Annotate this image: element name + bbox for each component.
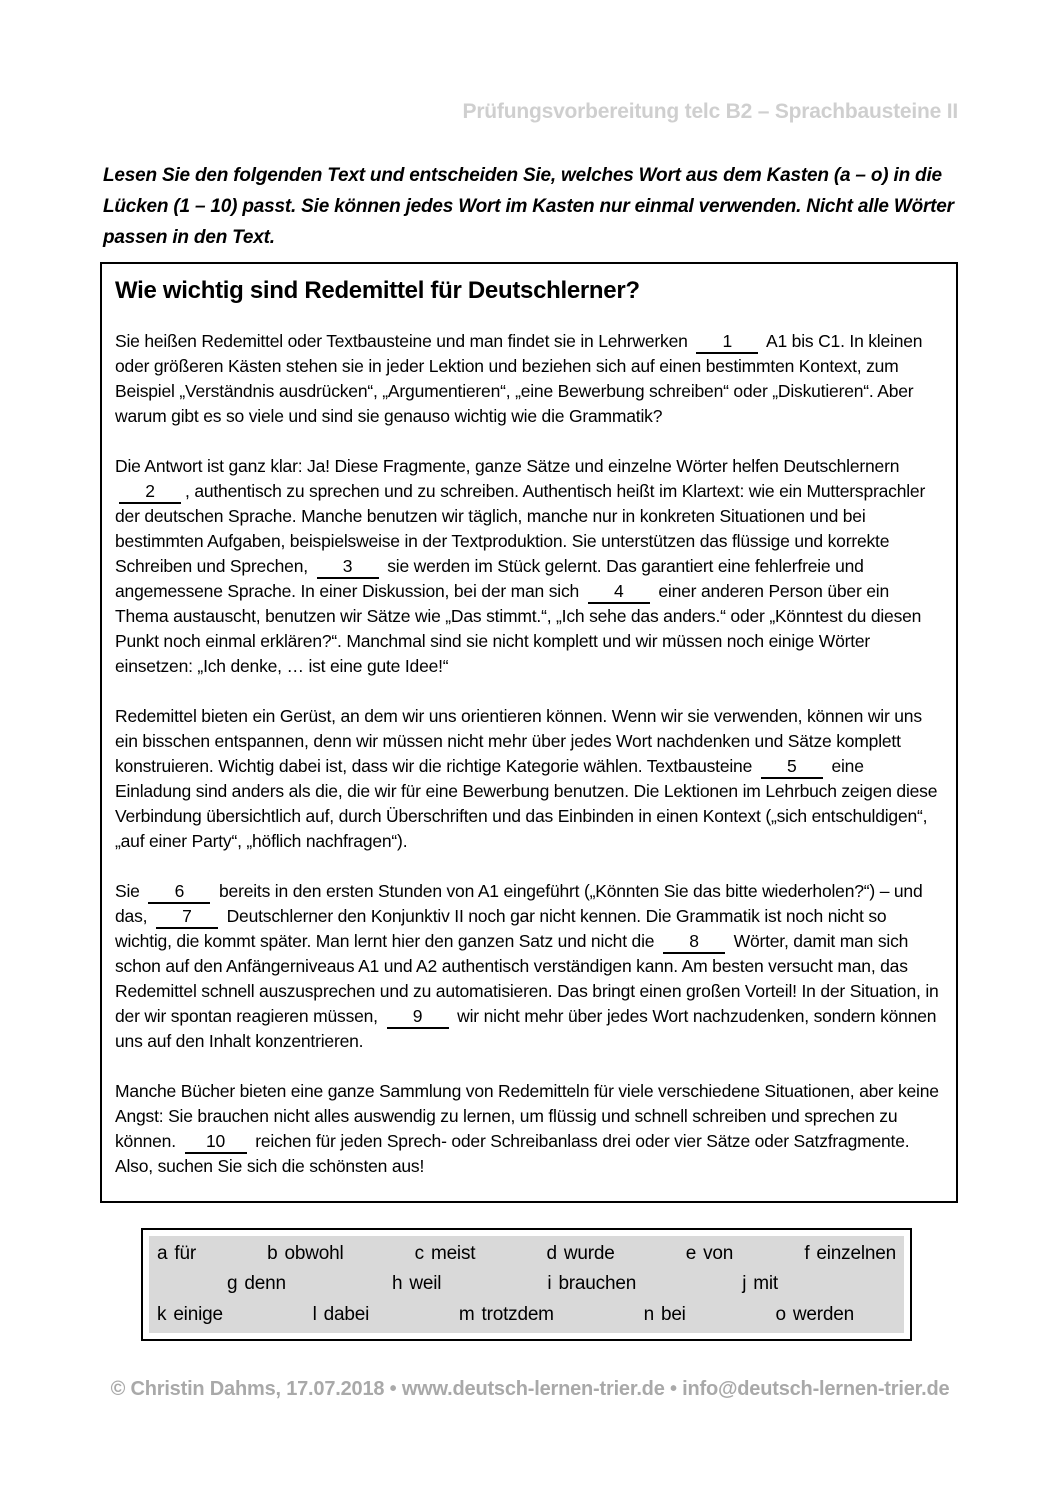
word-box-row [157,1243,896,1265]
text-run: einer anderen Person über ein Thema austauscht, benutzen wir Sätze wie „Das stimmt.“, „Ich sehe das anders.“ oder „Könntest du diesen Punkt noch einmal erklären?“. Manchmal sind sie nicht komplett und wir müssen noch einige Wörter einsetzen: „Ich denke, … ist eine gute Idee!“ [115,581,922,676]
word-option-m [459,1304,554,1326]
word-option-text: werden [792,1303,854,1325]
word-option-g [227,1273,286,1295]
word-option-text: für [174,1243,196,1265]
word-option-k [157,1304,223,1326]
word-option-letter: d [546,1243,557,1265]
word-option-a [157,1243,196,1265]
word-option-e [686,1243,733,1265]
word-option-text: von [703,1243,734,1265]
task-instructions: Lesen Sie den folgenden Text und entscheiden Sie, welches Wort aus dem Kasten (a – o) in die Lücken (1 – 10) passt. Sie können jedes Wort im Kasten nur einmal verwenden. Nicht alle Wörter passen in den Text. [103,165,954,248]
text-run: wir nicht mehr über jedes Wort nachzudenken, sondern können uns auf den Inhalt konzentrieren. [115,1006,937,1051]
word-option-letter: n [643,1303,654,1325]
word-option-i [547,1273,636,1295]
text-run: Manche Bücher bieten eine ganze Sammlung von Redemitteln für viele verschiedene Situationen, aber keine Angst: Sie brauchen nicht alles auswendig zu lernen, um flüssig und schnell schreiben und sprechen zu können. [115,1081,939,1151]
word-option-text: dabei [323,1303,370,1325]
gap-blank-3: 3 [317,557,379,579]
text-run: Wörter, damit man sich schon auf den Anfängerniveaus A1 und A2 authentisch verständigen kann. Am besten versucht man, das Redemittel schnell auszusprechen und zu automatisieren. Das bringt einen großen Vorteil! In der Situation, in der wir spontan reagieren müssen, [115,931,939,1026]
word-option-letter: l [312,1303,317,1325]
document-footer: © Christin Dahms, 17.07.2018 • www.deutsch-lernen-trier.de • info@deutsch-lernen-trier.de [110,1378,950,1400]
word-option-letter: k [157,1303,167,1325]
exercise-text-box [100,262,958,1203]
word-option-letter: a [157,1243,168,1265]
word-option-letter: o [775,1303,786,1325]
gap-blank-5: 5 [761,757,823,779]
gap-blank-7: 7 [156,907,218,929]
word-option-l [313,1304,370,1326]
word-option-c [415,1243,476,1265]
text-run: Deutschlerner den Konjunktiv II noch gar nicht kennen. Die Grammatik ist noch nicht so wichtig, die kommt später. Man lernt hier den ganzen Satz und nicht die [115,906,887,951]
gap-blank-8: 8 [663,932,725,954]
word-option-b [267,1243,343,1265]
gap-blank-4: 4 [588,582,650,604]
word-option-text: bei [660,1303,686,1325]
text-run: bereits in den ersten Stunden von A1 eingeführt („Könnten Sie das bitte wiederholen?“) – und das, [115,881,923,926]
word-option-letter: b [267,1243,278,1265]
text-run: reichen für jeden Sprech- oder Schreibanlass drei oder vier Sätze oder Satzfragmente. Also, suchen Sie sich die schönsten aus! [115,1131,910,1176]
word-option-letter: g [227,1273,238,1295]
word-option-letter: f [804,1243,810,1265]
word-option-text: einige [173,1303,223,1325]
word-option-letter: h [391,1273,403,1295]
word-option-letter: m [458,1303,475,1325]
word-option-letter: j [742,1273,747,1295]
gap-blank-1: 1 [696,332,758,354]
text-run: A1 bis C1. In kleinen oder größeren Kästen stehen sie in jeder Lektion und beziehen sich auf einen bestimmten Kontext, zum Beispiel „Verständnis ausdrücken“, „Argumentieren“, „eine Bewerbung schreiben“ oder „Diskutieren“. Aber warum gibt es so viele und sind sie genauso wichtig wie die Grammatik? [115,331,923,426]
text-run: eine Einladung sind anders als die, die wir für eine Bewerbung benutzen. Die Lektionen im Lehrbuch zeigen diese Verbindung übersichtlich auf, durch Überschriften und das Einbinden in einen Kontext („sich entschuldigen“, „auf einer Party“, „höflich nachfragen“). [115,756,938,851]
word-option-letter: c [414,1243,424,1265]
word-box-row [157,1273,896,1295]
word-option-h [392,1273,441,1295]
word-option-n [644,1304,686,1326]
word-box-row [157,1304,896,1326]
word-option-text: einzelnen [816,1243,896,1265]
gap-blank-6: 6 [148,882,210,904]
word-option-text: meist [430,1243,476,1265]
word-option-f [804,1243,896,1265]
word-box-inner [149,1236,904,1333]
word-option-text: denn [244,1273,286,1295]
text-run: , authentisch zu sprechen und zu schreiben. Authentisch heißt im Klartext: wie ein Muttersprachler der deutschen Sprache. Manche benutzen wir täglich, manche nur in konkreten Situationen und bei bestimmten Aufgaben, beispielsweise in der Textproduktion. Sie unterstützen das flüssige und korrekte Schreiben und Sprechen, [115,481,926,576]
paragraph [115,454,942,679]
text-run: Die Antwort ist ganz klar: Ja! Diese Fragmente, ganze Sätze und einzelne Wörter helfen Deutschlernern [115,456,900,476]
word-box [141,1228,912,1341]
word-option-d [546,1243,614,1265]
word-option-text: mit [753,1273,778,1295]
text-run: Redemittel bieten ein Gerüst, an dem wir uns orientieren können. Wenn wir sie verwenden, können wir uns ein bisschen entspannen, denn wir müssen nicht mehr über jedes Wort nachdenken und Sätze komplett konstruieren. Wichtig dabei ist, dass wir die richtige Kategorie wählen. Textbausteine [115,706,922,776]
text-run: Sie heißen Redemittel oder Textbausteine und man findet sie in Lehrwerken [115,331,693,351]
word-option-text: obwohl [284,1243,344,1265]
word-option-j [742,1273,778,1295]
word-option-letter: i [547,1273,552,1295]
word-option-letter: e [685,1243,697,1265]
gap-blank-2: 2 [119,482,181,504]
word-option-o [775,1304,854,1326]
word-option-text: trotzdem [481,1303,554,1325]
paragraph [115,879,942,1054]
paragraph [115,329,942,429]
word-option-text: wurde [563,1243,615,1265]
exercise-paragraphs [115,329,942,1179]
word-option-text: weil [409,1273,442,1295]
paragraph [115,704,942,854]
word-option-text: brauchen [558,1273,637,1295]
exercise-title: Wie wichtig sind Redemittel für Deutschlerner? [115,277,640,304]
text-run: Sie [115,881,145,901]
gap-blank-10: 10 [185,1132,247,1154]
gap-blank-9: 9 [387,1007,449,1029]
text-run: sie werden im Stück gelernt. Das garantiert eine fehlerfreie und angemessene Sprache. In einer Diskussion, bei der man sich [115,556,864,601]
paragraph [115,1079,942,1179]
document-header: Prüfungsvorbereitung telc B2 – Sprachbausteine II [462,100,958,123]
